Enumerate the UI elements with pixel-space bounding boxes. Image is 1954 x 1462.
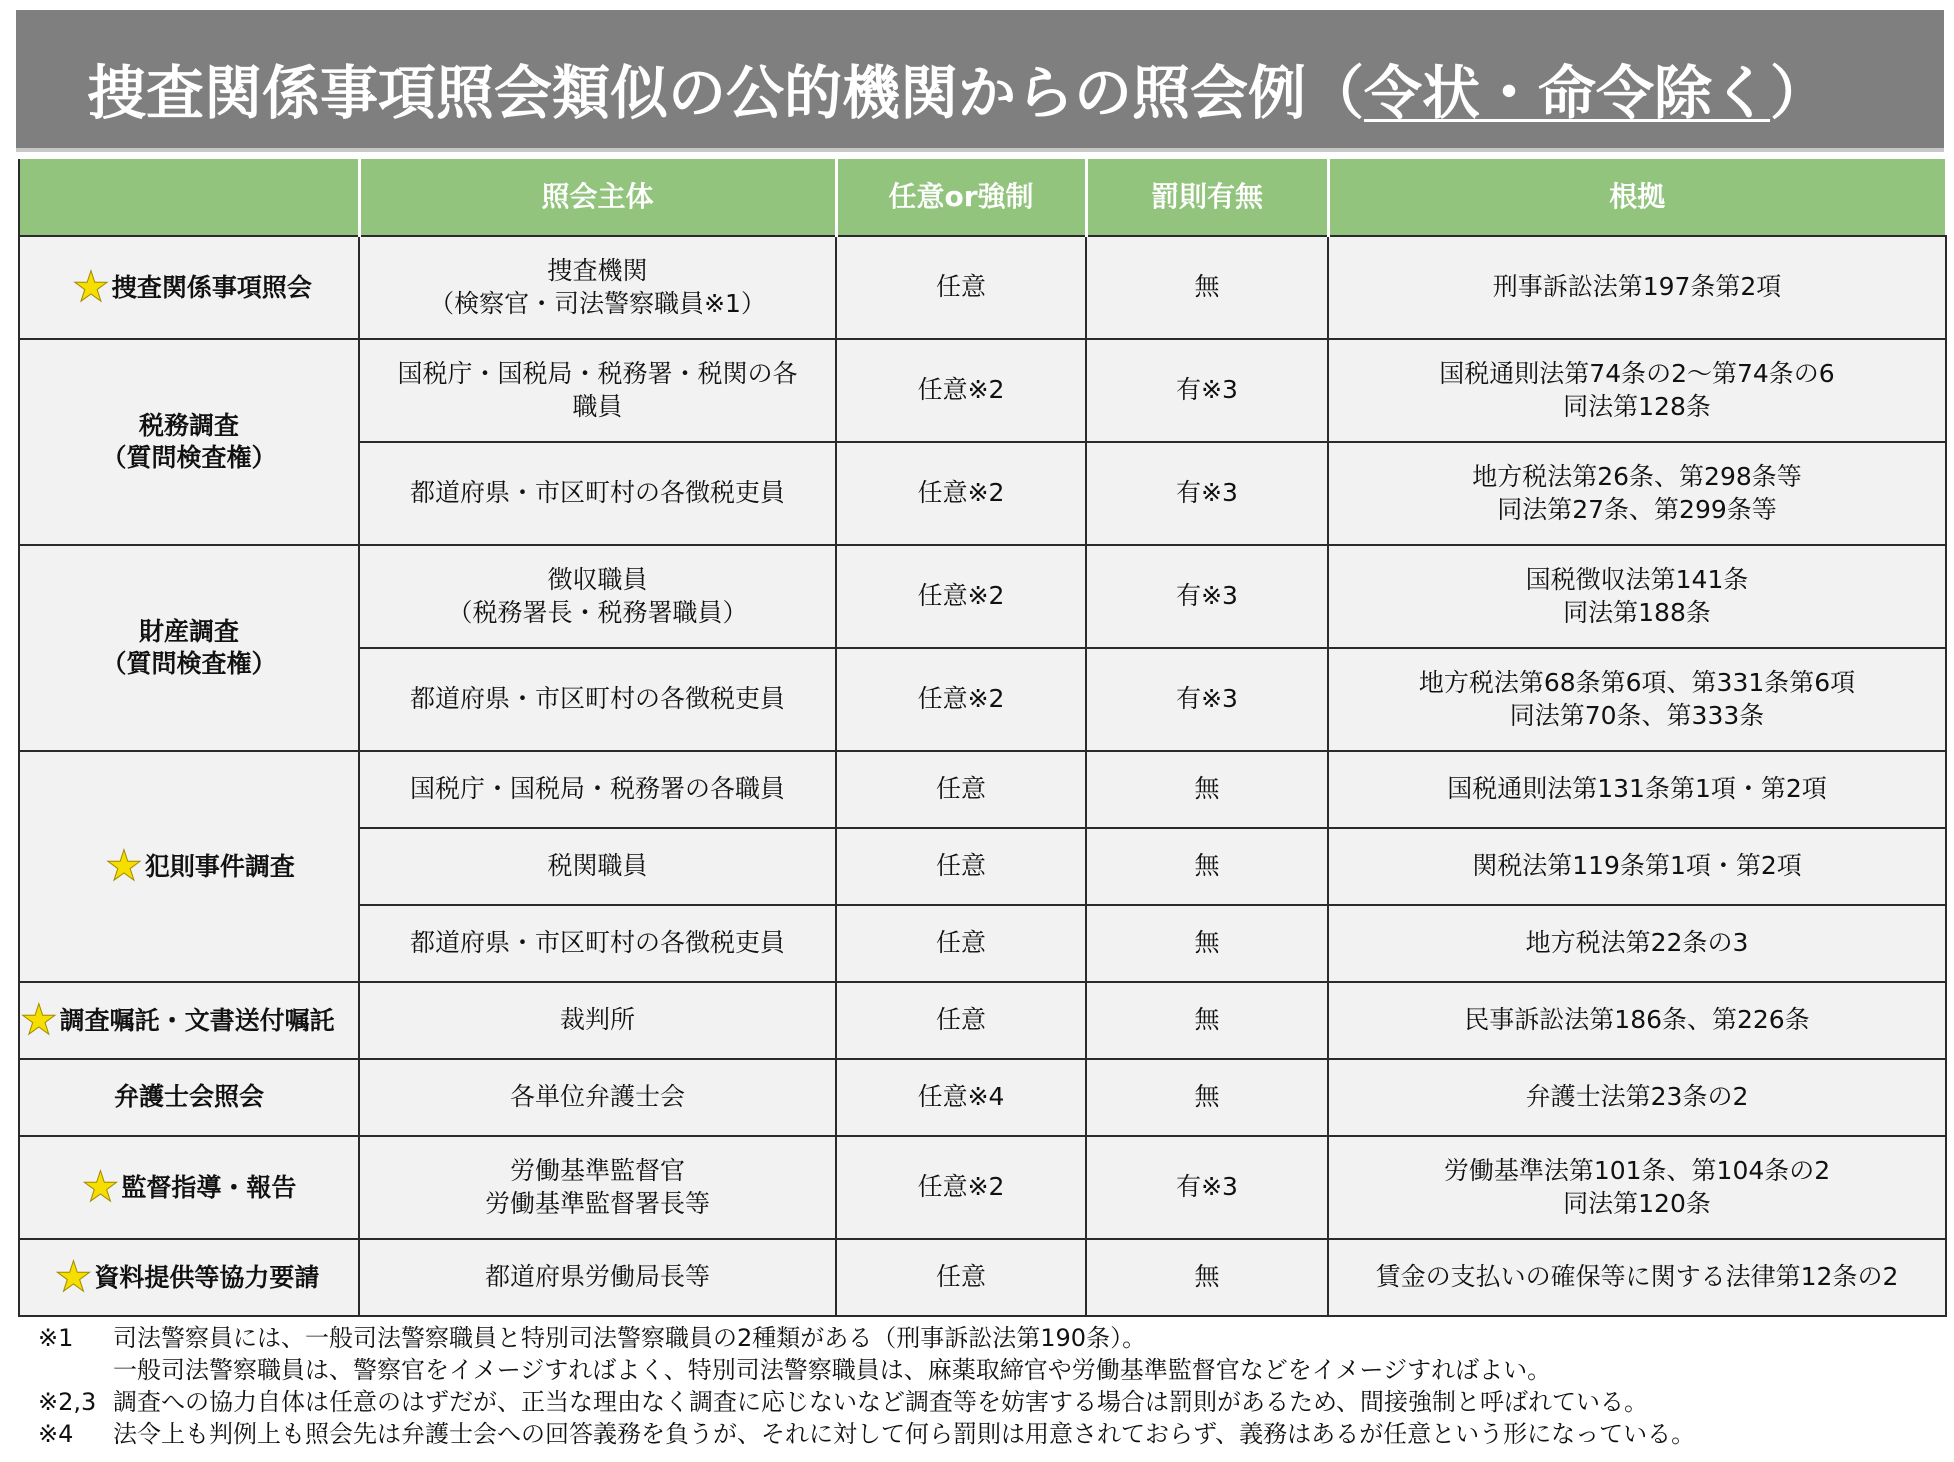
category-cell: [19, 982, 359, 1059]
penalty-cell: 無: [1086, 1239, 1328, 1316]
footnote-key: ※1: [38, 1324, 74, 1352]
basis-line: 同法第120条: [1563, 1188, 1711, 1218]
category-cell: [19, 545, 359, 751]
basis-line: 労働基準法第101条、第104条の2: [1443, 1156, 1831, 1185]
table-row: [19, 751, 1946, 828]
star-icon: ★: [20, 995, 58, 1045]
subject-cell: [359, 545, 836, 648]
footnote-text: 法令上も判例上も照会先は弁護士会への回答義務を負うが、それに対して何ら罰則は用意されておらず、義務はあるが任意という形になっている。: [113, 1420, 1696, 1448]
subject-line: 都道府県・市区町村の各徴税吏員: [409, 684, 785, 714]
subject-line: （税務署長・税務署職員）: [447, 597, 748, 627]
category-label: 資料提供等協力要請: [94, 1263, 320, 1293]
subject-line: 職員: [572, 391, 623, 421]
penalty-cell: 有※3: [1086, 442, 1328, 545]
subject-cell: [359, 1059, 836, 1136]
basis-line: 国税通則法第131条第1項・第2項: [1447, 774, 1827, 804]
footnotes: [38, 1322, 1938, 1450]
category-sublabel: （質問検査権）: [101, 649, 277, 678]
voluntary-cell: 任意※4: [836, 1059, 1086, 1136]
penalty-cell: 無: [1086, 1059, 1328, 1136]
subject-line: 徴収職員: [547, 565, 648, 594]
voluntary-cell: 任意: [836, 828, 1086, 905]
table-row: [19, 236, 1946, 339]
basis-line: 地方税法第68条第6項、第331条第6項: [1418, 668, 1856, 697]
basis-cell: [1328, 1136, 1946, 1239]
subject-line: 都道府県・市区町村の各徴税吏員: [409, 478, 785, 508]
subject-line: 各単位弁護士会: [509, 1082, 685, 1112]
subject-cell: [359, 905, 836, 982]
title-main: 捜査関係事項照会類似の公的機関からの照会例（: [88, 59, 1365, 127]
basis-line: 弁護士法第23条の2: [1525, 1082, 1749, 1112]
voluntary-cell: 任意: [836, 1239, 1086, 1316]
category-label: 調査嘱託・文書送付嘱託: [59, 1006, 335, 1036]
basis-line: 地方税法第22条の3: [1525, 928, 1749, 958]
voluntary-cell: 任意※2: [836, 442, 1086, 545]
header-cell-voluntary: 任意or強制: [836, 158, 1086, 236]
category-cell: [19, 751, 359, 982]
penalty-cell: 無: [1086, 905, 1328, 982]
category-sublabel: （質問検査権）: [101, 443, 277, 472]
voluntary-cell: 任意: [836, 905, 1086, 982]
basis-cell: [1328, 648, 1946, 751]
penalty-cell: 無: [1086, 236, 1328, 339]
voluntary-cell: 任意※2: [836, 648, 1086, 751]
basis-cell: [1328, 545, 1946, 648]
table-row: [19, 1239, 1946, 1316]
basis-cell: [1328, 905, 1946, 982]
voluntary-cell: 任意※2: [836, 1136, 1086, 1239]
voluntary-cell: 任意※2: [836, 545, 1086, 648]
subject-line: 国税庁・国税局・税務署の各職員: [409, 774, 785, 804]
category-label: 捜査関係事項照会: [111, 273, 312, 303]
page-title: [88, 46, 1828, 130]
header-cell-subject: 照会主体: [359, 158, 836, 236]
basis-line: 同法第27条、第299条等: [1497, 494, 1777, 524]
header-cell-penalty: 罰則有無: [1086, 158, 1328, 236]
footnote-key: ※4: [38, 1420, 74, 1448]
basis-cell: [1328, 442, 1946, 545]
basis-cell: [1328, 828, 1946, 905]
subject-line: （検察官・司法警察職員※1）: [429, 288, 766, 318]
penalty-cell: 有※3: [1086, 648, 1328, 751]
penalty-cell: 有※3: [1086, 1136, 1328, 1239]
category-cell: [19, 1136, 359, 1239]
subject-cell: [359, 442, 836, 545]
category-label: 税務調査: [138, 410, 239, 440]
table-row: [19, 339, 1946, 442]
category-label: 監督指導・報告: [121, 1173, 297, 1203]
subject-cell: [359, 648, 836, 751]
category-label: 弁護士会照会: [113, 1082, 264, 1112]
voluntary-cell: 任意: [836, 982, 1086, 1059]
basis-line: 国税通則法第74条の2〜第74条の6: [1439, 359, 1835, 388]
subject-line: 国税庁・国税局・税務署・税関の各: [397, 359, 798, 388]
footnote-row: [38, 1386, 1938, 1418]
voluntary-cell: 任意: [836, 236, 1086, 339]
voluntary-cell: 任意: [836, 751, 1086, 828]
subject-line: 都道府県労働局長等: [484, 1262, 710, 1292]
subject-line: 税関職員: [547, 851, 648, 881]
table-row: [19, 1136, 1946, 1239]
basis-line: 民事訴訟法第186条、第226条: [1464, 1005, 1810, 1035]
category-cell: [19, 236, 359, 339]
penalty-cell: 有※3: [1086, 545, 1328, 648]
basis-line: 賃金の支払いの確保等に関する法律第12条の2: [1375, 1262, 1899, 1292]
basis-line: 同法第128条: [1563, 391, 1711, 421]
category-cell: [19, 339, 359, 545]
footnote-text: 司法警察員には、一般司法警察職員と特別司法警察職員の2種類がある（刑事訴訟法第190条）。: [113, 1324, 1147, 1352]
title-end: ）: [1770, 59, 1829, 127]
basis-cell: [1328, 1059, 1946, 1136]
title-underlined: 令状・命令除く: [1364, 59, 1771, 127]
basis-cell: [1328, 236, 1946, 339]
basis-line: 関税法第119条第1項・第2項: [1472, 851, 1802, 881]
table-row: [19, 545, 1946, 648]
footnote-row: [38, 1418, 1938, 1450]
basis-line: 同法第70条、第333条: [1509, 700, 1765, 730]
subject-line: 労働基準監督署長等: [484, 1188, 710, 1218]
subject-cell: [359, 339, 836, 442]
footnote-text: 一般司法警察職員は、警察官をイメージすればよく、特別司法警察職員は、麻薬取締官や労働基準監督官などをイメージすればよい。: [113, 1356, 1552, 1384]
star-icon: ★: [105, 841, 143, 891]
footnote-key: ※2,3: [38, 1388, 97, 1416]
penalty-cell: 無: [1086, 982, 1328, 1059]
title-banner: [16, 10, 1944, 152]
table-row: [19, 982, 1946, 1059]
star-icon: ★: [72, 262, 110, 312]
subject-line: 都道府県・市区町村の各徴税吏員: [409, 928, 785, 958]
basis-line: 国税徴収法第141条: [1525, 565, 1749, 594]
basis-cell: [1328, 751, 1946, 828]
subject-cell: [359, 236, 836, 339]
subject-line: 裁判所: [559, 1005, 635, 1035]
subject-line: 捜査機関: [547, 256, 648, 285]
header-cell-category: [19, 158, 359, 236]
footnote-text: 調査への協力自体は任意のはずだが、正当な理由なく調査に応じないなど調査等を妨害する場合は罰則があるため、間接強制と呼ばれている。: [113, 1388, 1649, 1416]
basis-line: 刑事訴訟法第197条第2項: [1492, 272, 1782, 302]
table-row: [19, 1059, 1946, 1136]
category-label: 犯則事件調査: [144, 852, 295, 882]
penalty-cell: 無: [1086, 828, 1328, 905]
basis-line: 同法第188条: [1563, 597, 1711, 627]
star-icon: ★: [81, 1162, 120, 1212]
star-icon: ★: [54, 1252, 93, 1302]
voluntary-cell: 任意※2: [836, 339, 1086, 442]
penalty-cell: 有※3: [1086, 339, 1328, 442]
basis-cell: [1328, 339, 1946, 442]
category-cell: [19, 1059, 359, 1136]
basis-cell: [1328, 982, 1946, 1059]
subject-cell: [359, 1239, 836, 1316]
subject-cell: [359, 751, 836, 828]
footnote-row: [38, 1322, 1938, 1354]
table-header-row: [19, 158, 1946, 236]
inquiry-table: [18, 157, 1947, 1317]
subject-cell: [359, 1136, 836, 1239]
category-cell: [19, 1239, 359, 1316]
basis-cell: [1328, 1239, 1946, 1316]
subject-cell: [359, 982, 836, 1059]
subject-line: 労働基準監督官: [509, 1156, 685, 1185]
header-cell-basis: 根拠: [1328, 158, 1946, 236]
category-label: 財産調査: [138, 616, 239, 646]
subject-cell: [359, 828, 836, 905]
basis-line: 地方税法第26条、第298条等: [1472, 462, 1802, 491]
penalty-cell: 無: [1086, 751, 1328, 828]
